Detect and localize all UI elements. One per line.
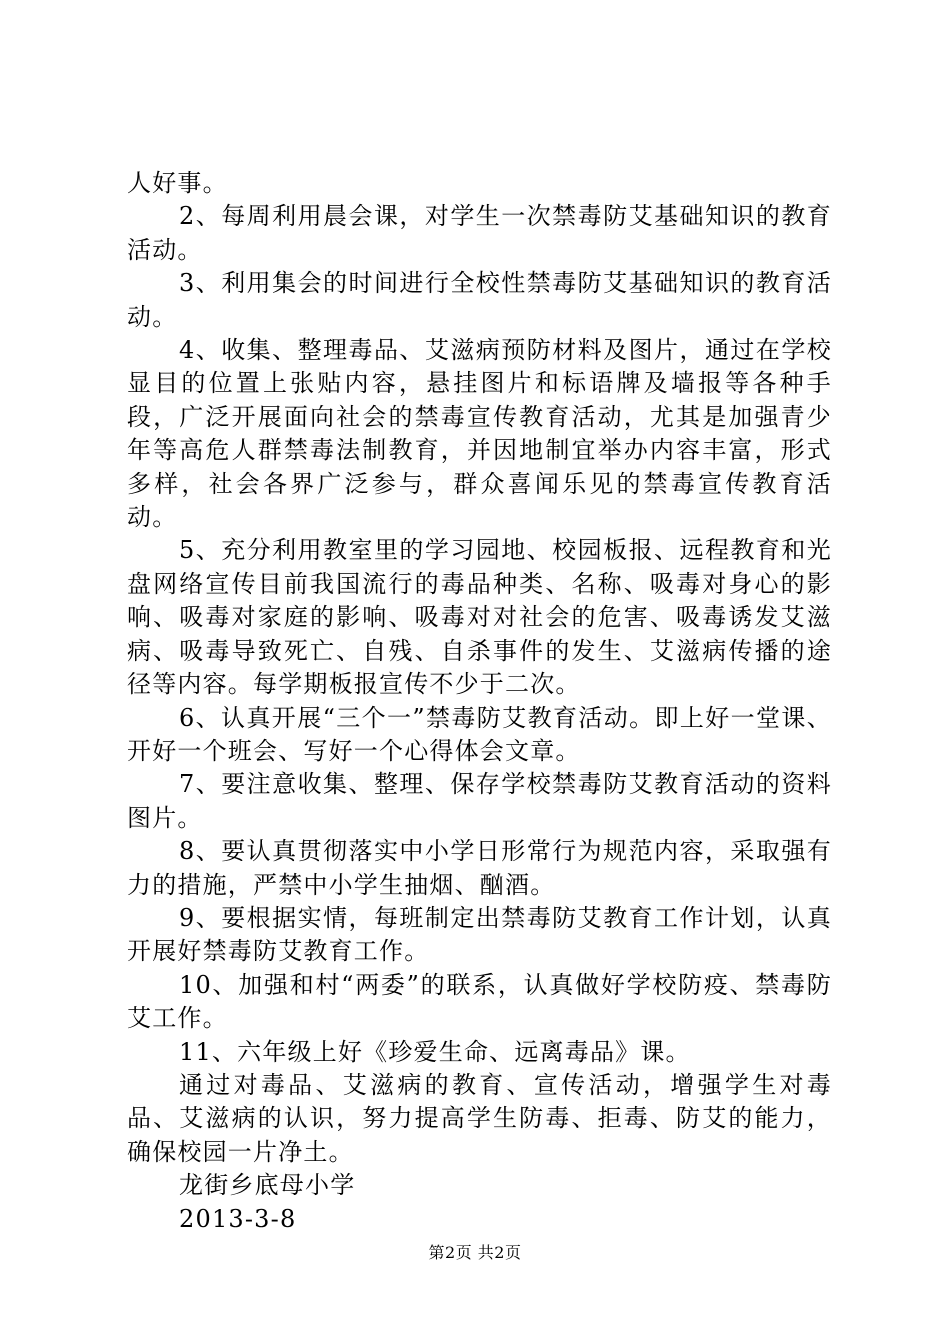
paragraph-conclusion: 通过对毒品、艾滋病的教育、宣传活动，增强学生对毒品、艾滋病的认识，努力提高学生防毒、拒毒、防艾的能力，确保校园一片净土。 bbox=[127, 1070, 832, 1166]
paragraph-item-7: 7、要注意收集、整理、保存学校禁毒防艾教育活动的资料图片。 bbox=[127, 770, 832, 832]
paragraph-item-3: 3、利用集会的时间进行全校性禁毒防艾基础知识的教育活动。 bbox=[127, 269, 832, 331]
paragraph-item-5: 5、充分利用教室里的学习园地、校园板报、远程教育和光盘网络宣传目前我国流行的毒品种类、名称、吸毒对身心的影响、吸毒对家庭的影响、吸毒对对社会的危害、吸毒诱发艾滋病、吸毒导致死亡、自残、自杀事件的发生、艾滋病传播的途径等内容。每学期板报宣传不少于二次。 bbox=[127, 536, 832, 699]
page-number-footer: 第2页 共2页 bbox=[428, 1243, 522, 1262]
signature-school: 龙街乡底母小学 bbox=[179, 1171, 356, 1200]
paragraph-item-9: 9、要根据实情，每班制定出禁毒防艾教育工作计划，认真开展好禁毒防艾教育工作。 bbox=[127, 903, 832, 966]
paragraph-item-4: 4、收集、整理毒品、艾滋病预防材料及图片，通过在学校显目的位置上张贴内容，悬挂图片和标语牌及墙报等各种手段，广泛开展面向社会的禁毒宣传教育活动，尤其是加强青少年等高危人群禁毒法制教育，并因地制宜举办内容丰富，形式多样，社会各界广泛参与，群众喜闻乐见的禁毒宣传教育活动。 bbox=[127, 336, 832, 532]
paragraph-item-2: 2、每周利用晨会课，对学生一次禁毒防艾基础知识的教育活动。 bbox=[127, 202, 832, 264]
paragraph-continuation: 人好事。 bbox=[127, 169, 228, 197]
paragraph-item-10: 10、加强和村“两委”的联系，认真做好学校防疫、禁毒防艾工作。 bbox=[127, 970, 832, 1033]
document-body bbox=[127, 167, 832, 1236]
paragraph-item-11: 11、六年级上好《珍爱生命、远离毒品》课。 bbox=[179, 1037, 691, 1066]
signature-date: 2013-3-8 bbox=[179, 1204, 297, 1233]
paragraph-item-8: 8、要认真贯彻落实中小学日形常行为规范内容，采取强有力的措施，严禁中小学生抽烟、酗酒。 bbox=[127, 837, 832, 899]
paragraph-item-6: 6、认真开展“三个一”禁毒防艾教育活动。即上好一堂课、开好一个班会、写好一个心得体会文章。 bbox=[127, 703, 832, 765]
